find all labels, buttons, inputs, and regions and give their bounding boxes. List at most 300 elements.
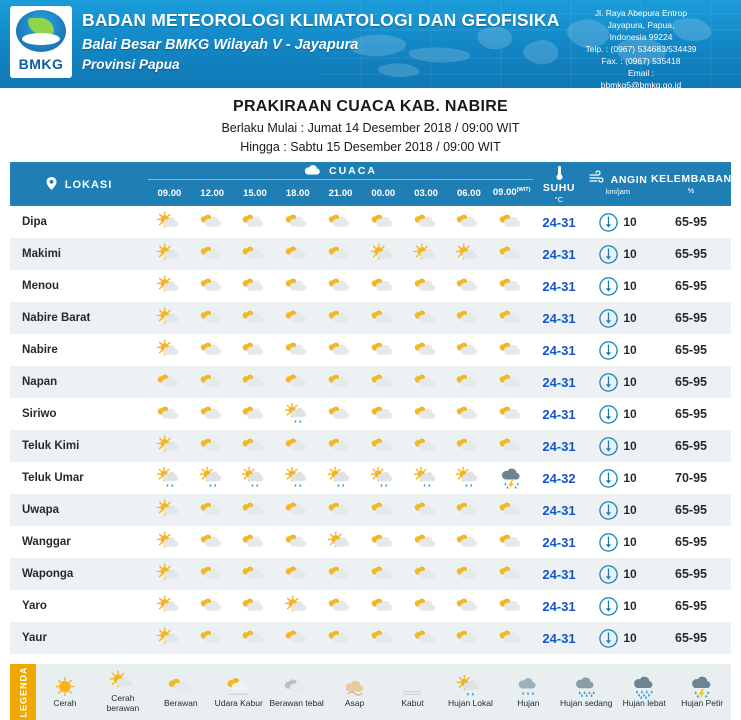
legend-item-label: Hujan (517, 697, 540, 708)
weather-icon-cell (319, 372, 362, 393)
weather-icon-cell (447, 532, 490, 553)
forecast-table (10, 162, 731, 654)
weather-icon-cell (362, 596, 405, 617)
berawan-icon (284, 308, 311, 329)
berawan-icon (413, 628, 440, 649)
wind-direction-icon (599, 629, 618, 648)
cell-kelembaban: 65-95 (651, 558, 731, 590)
office-name: Balai Besar BMKG Wilayah V - Jayapura (82, 37, 359, 53)
weather-icon-cell (234, 212, 277, 233)
wind-direction-icon (599, 341, 618, 360)
weather-icon-cell (191, 244, 234, 265)
weather-icon-cell (234, 436, 277, 457)
legend-item (210, 676, 268, 708)
berawan-icon (199, 276, 226, 297)
weather-icon-cell (362, 212, 405, 233)
cerah-berawan-icon (156, 628, 183, 649)
berawan-tebal-icon (283, 676, 311, 698)
weather-icon-cell (362, 436, 405, 457)
berawan-icon (498, 564, 525, 585)
table-row (10, 526, 731, 558)
table-body (10, 206, 731, 654)
weather-icon-cell (490, 276, 533, 297)
weather-icon-cell (447, 500, 490, 521)
weather-icon-row (148, 334, 533, 366)
cell-lokasi: Teluk Umar (10, 462, 148, 494)
legend (10, 664, 731, 720)
cell-cuaca (148, 302, 533, 334)
weather-icon-cell (234, 628, 277, 649)
weather-icon-cell (234, 340, 277, 361)
angin-inner (585, 270, 651, 302)
weather-icon-cell (148, 244, 191, 265)
berawan-icon (199, 372, 226, 393)
weather-icon-cell (191, 468, 234, 489)
hour-label: 21.00 (328, 187, 353, 199)
cerah-berawan-icon (156, 308, 183, 329)
contact-email: bbmkg5@bmkg.go.id (600, 80, 682, 91)
hour-label: 00.00 (371, 187, 396, 199)
berawan-icon (241, 564, 268, 585)
table-row (10, 270, 731, 302)
weather-icon-row (148, 398, 533, 430)
weather-icon-cell (447, 212, 490, 233)
weather-icon-cell (319, 404, 362, 425)
cerah-berawan-icon (284, 596, 311, 617)
cell-cuaca (148, 526, 533, 558)
angin-value: 10 (623, 471, 637, 485)
cell-angin (585, 270, 651, 302)
wind-direction-icon (599, 213, 618, 232)
weather-icon-cell (490, 596, 533, 617)
column-header-kelembaban-label: KELEMBABAN (651, 173, 732, 185)
berawan-icon (370, 532, 397, 553)
column-header-angin (585, 162, 651, 206)
weather-icon-row (148, 302, 533, 334)
weather-icon-cell (319, 212, 362, 233)
cell-cuaca (148, 270, 533, 302)
cell-suhu: 24-31 (533, 558, 585, 590)
weather-icon-cell (405, 500, 448, 521)
weather-icon-cell (447, 596, 490, 617)
weather-icon-cell (191, 628, 234, 649)
column-header-suhu (533, 162, 585, 206)
berawan-icon (284, 212, 311, 233)
weather-icon-cell (319, 468, 362, 489)
berawan-icon (327, 500, 354, 521)
cell-angin (585, 302, 651, 334)
berawan-icon (327, 212, 354, 233)
hujan-lokal-icon (456, 676, 484, 698)
cell-suhu: 24-31 (533, 334, 585, 366)
table-row (10, 398, 731, 430)
weather-icon-cell (276, 532, 319, 553)
table-row (10, 494, 731, 526)
angin-value: 10 (623, 535, 637, 549)
berawan-icon (455, 308, 482, 329)
cell-lokasi: Siriwo (10, 398, 148, 430)
berawan-icon (455, 340, 482, 361)
berawan-icon (498, 308, 525, 329)
weather-icon-cell (148, 500, 191, 521)
legend-item (326, 676, 384, 708)
cell-kelembaban: 65-95 (651, 494, 731, 526)
legend-item (441, 676, 499, 708)
weather-icon-cell (362, 308, 405, 329)
angin-value: 10 (623, 439, 637, 453)
weather-icon-cell (362, 500, 405, 521)
angin-inner (585, 206, 651, 238)
weather-icon-cell (276, 564, 319, 585)
cell-suhu: 24-31 (533, 430, 585, 462)
weather-icon-cell (148, 628, 191, 649)
weather-icon-cell (191, 500, 234, 521)
berawan-icon (327, 340, 354, 361)
berawan-icon (455, 276, 482, 297)
wind-direction-icon (599, 437, 618, 456)
weather-icon-cell (405, 436, 448, 457)
berawan-icon (284, 500, 311, 521)
weather-icon-cell (276, 628, 319, 649)
angin-inner (585, 398, 651, 430)
hujan-lokal-icon (284, 468, 311, 489)
wind-direction-icon (599, 277, 618, 296)
cell-cuaca (148, 206, 533, 238)
weather-icon-row (148, 558, 533, 590)
weather-icon-cell (490, 468, 533, 489)
column-header-angin-unit: km/jam (605, 187, 631, 196)
column-header-suhu-label: SUHU (542, 181, 576, 194)
legend-item-label: Cerah (53, 697, 77, 708)
angin-inner (585, 494, 651, 526)
weather-icon-cell (405, 532, 448, 553)
weather-icon-cell (191, 564, 234, 585)
angin-value: 10 (623, 279, 637, 293)
cell-kelembaban: 65-95 (651, 622, 731, 654)
agency-name: BADAN METEOROLOGI KLIMATOLOGI DAN GEOFISIKA (82, 10, 560, 30)
cerah-berawan-icon (370, 244, 397, 265)
header-titles (82, 10, 560, 72)
table-row (10, 302, 731, 334)
cloud-icon (304, 165, 320, 175)
cell-cuaca (148, 238, 533, 270)
berawan-icon (284, 628, 311, 649)
weather-icon-cell (234, 372, 277, 393)
berawan-icon (498, 244, 525, 265)
berawan-icon (284, 564, 311, 585)
cerah-berawan-icon (156, 500, 183, 521)
legend-items (36, 664, 731, 720)
cell-kelembaban: 65-95 (651, 430, 731, 462)
cuaca-label-row (148, 162, 533, 180)
cell-angin (585, 526, 651, 558)
weather-icon-cell (148, 436, 191, 457)
berawan-icon (413, 340, 440, 361)
cerah-berawan-icon (156, 244, 183, 265)
weather-icon-cell (405, 468, 448, 489)
legend-tab-label: LEGENDA (18, 666, 29, 718)
cell-kelembaban: 65-95 (651, 206, 731, 238)
berawan-icon (241, 372, 268, 393)
valid-to: Hingga : Sabtu 15 Desember 2018 / 09:00 WIT (240, 140, 501, 154)
berawan-icon (327, 436, 354, 457)
bmkg-logo (10, 6, 72, 78)
cell-suhu: 24-31 (533, 590, 585, 622)
weather-icon-row (148, 270, 533, 302)
weather-icon-cell (447, 276, 490, 297)
weather-icon-row (148, 366, 533, 398)
berawan-icon (413, 308, 440, 329)
weather-icon-cell (405, 308, 448, 329)
weather-icon-row (148, 590, 533, 622)
weather-icon-cell (276, 500, 319, 521)
angin-value: 10 (623, 343, 637, 357)
contact-line: Indonesia 99224 (609, 32, 673, 43)
valid-from: Berlaku Mulai : Jumat 14 Desember 2018 / 09:00 WIT (221, 121, 520, 135)
weather-icon-cell (362, 372, 405, 393)
hujan-icon (514, 676, 542, 698)
cerah-berawan-icon (156, 564, 183, 585)
cell-kelembaban: 70-95 (651, 462, 731, 494)
cerah-berawan-icon (327, 532, 354, 553)
weather-icon-cell (447, 244, 490, 265)
weather-icon-cell (405, 340, 448, 361)
berawan-icon (199, 628, 226, 649)
angin-inner (585, 590, 651, 622)
weather-icon-cell (148, 340, 191, 361)
weather-icon-cell (490, 212, 533, 233)
weather-icon-cell (276, 468, 319, 489)
cell-lokasi: Nabire Barat (10, 302, 148, 334)
cell-angin (585, 558, 651, 590)
column-header-kelembaban-unit: % (687, 186, 695, 195)
cell-cuaca (148, 366, 533, 398)
weather-icon-cell (191, 532, 234, 553)
column-header-lokasi-label: LOKASI (64, 179, 113, 191)
weather-icon-cell (148, 404, 191, 425)
weather-icon-cell (490, 532, 533, 553)
cell-suhu: 24-31 (533, 494, 585, 526)
cerah-berawan-icon (413, 244, 440, 265)
weather-icon-cell (490, 500, 533, 521)
wind-icon (589, 172, 605, 184)
angin-value: 10 (623, 599, 637, 613)
cell-suhu: 24-31 (533, 302, 585, 334)
cerah-berawan-icon (455, 244, 482, 265)
table-row (10, 430, 731, 462)
berawan-icon (284, 340, 311, 361)
cell-angin (585, 590, 651, 622)
weather-icon-cell (362, 468, 405, 489)
legend-item (36, 676, 94, 708)
berawan-icon (498, 532, 525, 553)
weather-icon-row (148, 206, 533, 238)
hujan-sedang-icon (572, 676, 600, 698)
berawan-icon (199, 404, 226, 425)
berawan-icon (156, 372, 183, 393)
weather-icon-cell (490, 404, 533, 425)
berawan-icon (413, 212, 440, 233)
hour-label: 09.00 (157, 187, 182, 199)
weather-icon-cell (490, 308, 533, 329)
wind-direction-icon (599, 469, 618, 488)
legend-item (384, 676, 442, 708)
cell-lokasi: Uwapa (10, 494, 148, 526)
weather-icon-cell (319, 340, 362, 361)
cell-angin (585, 622, 651, 654)
weather-icon-cell (405, 276, 448, 297)
weather-icon-cell (148, 372, 191, 393)
cell-suhu: 24-31 (533, 270, 585, 302)
column-header-lokasi (10, 162, 148, 206)
weather-icon-cell (405, 404, 448, 425)
angin-inner (585, 366, 651, 398)
bmkg-logo-icon (16, 10, 66, 52)
header-contact (551, 7, 731, 104)
weather-icon-cell (447, 340, 490, 361)
berawan-icon (199, 532, 226, 553)
cell-suhu: 24-31 (533, 238, 585, 270)
cell-angin (585, 334, 651, 366)
cell-angin (585, 398, 651, 430)
cell-kelembaban: 65-95 (651, 334, 731, 366)
hour-unit: (WIT) (516, 187, 531, 194)
hujan-lokal-icon (241, 468, 268, 489)
weather-icon-cell (276, 404, 319, 425)
angin-value: 10 (623, 247, 637, 261)
page-title: PRAKIRAAN CUACA KAB. NABIRE (232, 98, 509, 115)
berawan-icon (413, 564, 440, 585)
berawan-icon (455, 532, 482, 553)
weather-icon-cell (447, 372, 490, 393)
weather-icon-cell (319, 628, 362, 649)
weather-icon-cell (234, 532, 277, 553)
legend-item-label: Berawan (164, 697, 198, 708)
berawan-icon (241, 212, 268, 233)
wind-direction-icon (599, 597, 618, 616)
weather-icon-cell (148, 564, 191, 585)
contact-line: Email : (628, 68, 654, 79)
hujan-lokal-icon (455, 468, 482, 489)
cell-kelembaban: 65-95 (651, 270, 731, 302)
berawan-icon (455, 212, 482, 233)
weather-icon-cell (191, 276, 234, 297)
weather-icon-cell (319, 564, 362, 585)
cerah-berawan-icon (109, 671, 137, 693)
berawan-icon (241, 436, 268, 457)
berawan-icon (327, 564, 354, 585)
contact-line: Fax. : (0967) 535418 (601, 56, 681, 67)
legend-item-label: Kabut (401, 697, 424, 708)
table-row (10, 558, 731, 590)
cell-suhu: 24-31 (533, 398, 585, 430)
berawan-icon (241, 340, 268, 361)
weather-icon-cell (191, 308, 234, 329)
hujan-lokal-icon (156, 468, 183, 489)
berawan-icon (413, 404, 440, 425)
berawan-icon (284, 244, 311, 265)
berawan-icon (199, 244, 226, 265)
cuaca-label-text: CUACA (329, 165, 377, 177)
hujan-lebat-icon (630, 676, 658, 698)
berawan-icon (327, 244, 354, 265)
hour-label: 12.00 (200, 187, 225, 199)
weather-icon-cell (362, 564, 405, 585)
berawan-icon (327, 372, 354, 393)
berawan-icon (498, 500, 525, 521)
table-row (10, 238, 731, 270)
weather-icon-cell (191, 340, 234, 361)
table-row (10, 334, 731, 366)
weather-icon-cell (276, 308, 319, 329)
weather-icon-cell (319, 244, 362, 265)
berawan-icon (241, 276, 268, 297)
weather-icon-cell (362, 244, 405, 265)
berawan-icon (156, 404, 183, 425)
berawan-icon (413, 532, 440, 553)
weather-icon-cell (447, 564, 490, 585)
berawan-icon (241, 244, 268, 265)
weather-icon-cell (447, 436, 490, 457)
cerah-berawan-icon (156, 340, 183, 361)
table-row (10, 206, 731, 238)
weather-icon-cell (276, 212, 319, 233)
weather-icon-cell (148, 276, 191, 297)
berawan-icon (241, 532, 268, 553)
thermometer-icon (555, 165, 564, 181)
weather-icon-cell (234, 564, 277, 585)
legend-tab (10, 664, 36, 720)
weather-icon-cell (276, 276, 319, 297)
hujan-lokal-icon (327, 468, 354, 489)
contact-line: Jayapura, Papua, (607, 20, 675, 31)
berawan-icon (498, 596, 525, 617)
berawan-icon (370, 628, 397, 649)
berawan-icon (498, 340, 525, 361)
weather-icon-row (148, 494, 533, 526)
wind-direction-icon (599, 501, 618, 520)
cell-suhu: 24-31 (533, 206, 585, 238)
cell-angin (585, 238, 651, 270)
weather-icon-row (148, 622, 533, 654)
weather-icon-cell (148, 468, 191, 489)
angin-inner (585, 526, 651, 558)
cell-lokasi: Makimi (10, 238, 148, 270)
wind-direction-icon (599, 245, 618, 264)
berawan-icon (413, 596, 440, 617)
cell-lokasi: Wanggar (10, 526, 148, 558)
weather-icon-cell (490, 436, 533, 457)
forecast-table-wrap (0, 162, 741, 654)
weather-icon-cell (276, 372, 319, 393)
cell-angin (585, 462, 651, 494)
weather-icon-cell (234, 500, 277, 521)
berawan-icon (370, 276, 397, 297)
weather-icon-cell (319, 276, 362, 297)
cerah-berawan-icon (156, 212, 183, 233)
weather-icon-cell (276, 244, 319, 265)
weather-icon-cell (191, 596, 234, 617)
weather-icon-cell (447, 308, 490, 329)
weather-icon-cell (319, 436, 362, 457)
weather-icon-cell (405, 628, 448, 649)
berawan-icon (370, 564, 397, 585)
weather-icon-cell (319, 596, 362, 617)
berawan-icon (455, 564, 482, 585)
angin-value: 10 (623, 375, 637, 389)
berawan-icon (498, 628, 525, 649)
weather-icon-cell (405, 596, 448, 617)
